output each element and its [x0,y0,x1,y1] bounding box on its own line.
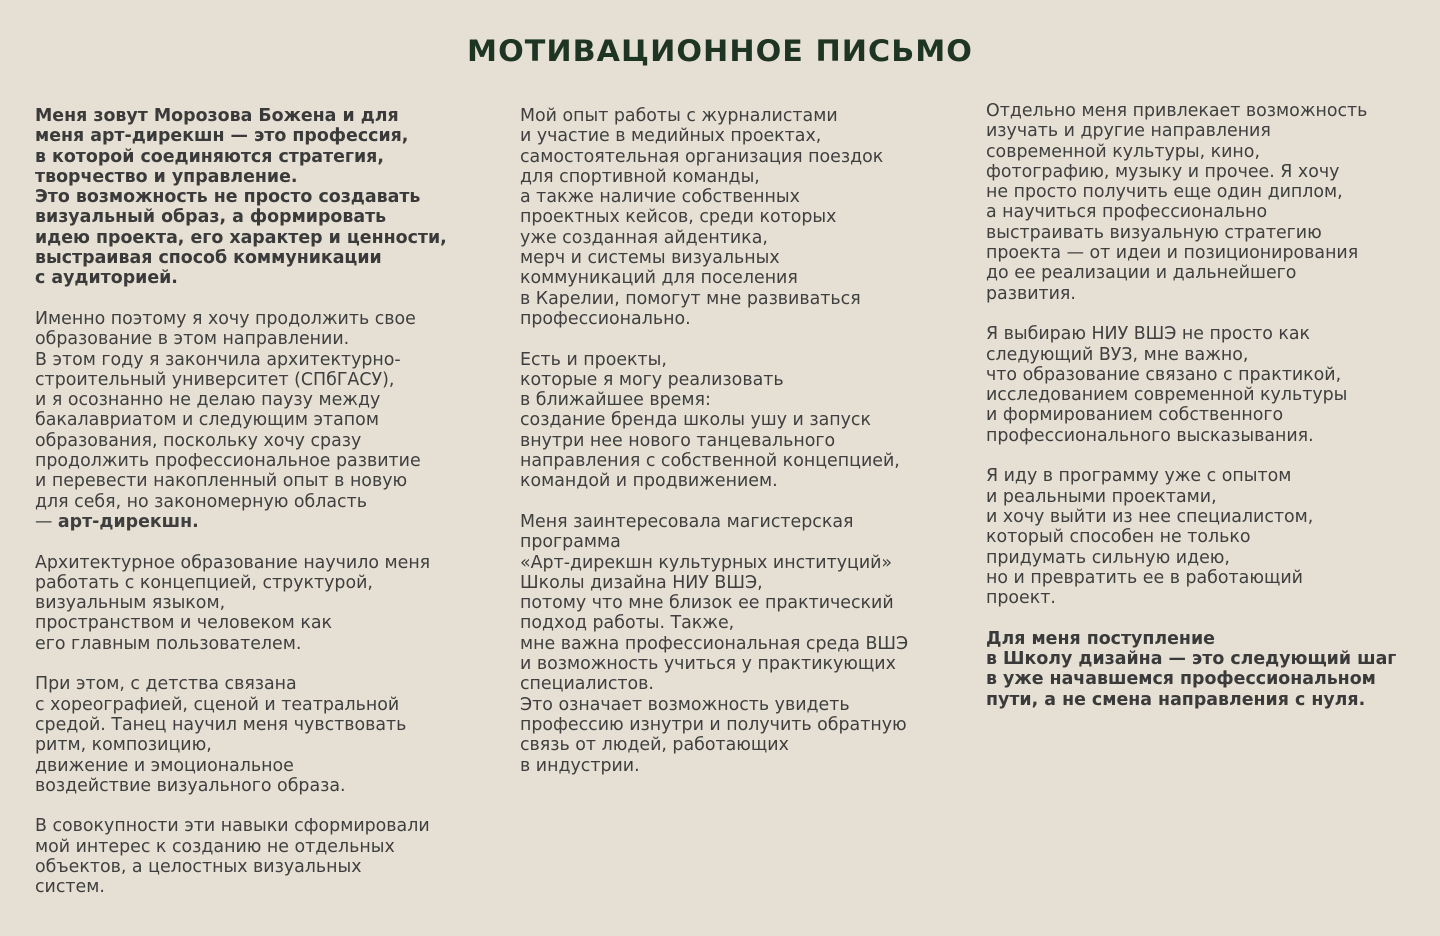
column-middle [520,106,980,796]
intro-paragraph: Меня зовут Морозова Божена и для меня арт-дирекшн — это профессия, в которой соединяются стратегия, творчество и управление. Это возможность не просто создавать визуальный образ, а формировать идею проекта, его характер и ценности, выстраивая способ коммуникации с аудиторией. [35,106,447,289]
education-paragraph [35,309,505,532]
choreography-paragraph: При этом, с детства связана с хореографией, сценой и театральной средой. Танец научил меня чувствовать ритм, композицию, движение и эмоциональное воздействие визуального образа. [35,674,407,796]
projects-paragraph: Есть и проекты, которые я могу реализовать в ближайшее время: создание бренда школы ушу и запуск внутри нее нового танцевального направления с собственной концепцией, командой и продвижением. [520,349,900,492]
conclusion-paragraph: Для меня поступление в Школу дизайна — это следующий шаг в уже начавшемся профессиональном пути, а не смена направления с нуля. [986,628,1397,710]
page-title: МОТИВАЦИОННОЕ ПИСЬМО [467,34,973,68]
experience-paragraph: Мой опыт работы с журналистами и участие в медийных проектах, самостоятельная организация поездок для спортивной команды, а также наличие собственных проектных кейсов, среди которых уже созданная айдентика, мерч и системы визуальных коммуникаций для поселения в Карелии, помогут мне развиваться профессионально. [520,106,884,329]
university-choice-paragraph: Я выбираю НИУ ВШЭ не просто как следующий ВУЗ, мне важно, что образование связано с практикой, исследованием современной культуры и формированием собственного профессионального высказывания. [986,324,1348,446]
interests-paragraph: Отдельно меня привлекает возможность изучать и другие направления современной культуры, кино, фотографию, музыку и прочее. Я хочу не просто получить еще один диплом, а научиться профессионально выстраивать визуальную стратегию проекта — от идеи и позиционирования до ее реализации и дальнейшего развития. [986,101,1368,304]
architecture-paragraph: Архитектурное образование научило меня работать с концепцией, структурой, визуальным языком, пространством и человеком как его главным пользователем. [35,552,431,654]
goals-paragraph: Я иду в программу уже с опытом и реальными проектами, и хочу выйти из нее специалистом, который способен не только придумать сильную идею, но и превратить ее в работающий проект. [986,466,1314,609]
skills-summary-paragraph: В совокупности эти навыки сформировали мой интерес к созданию не отдельных объектов, а целостных визуальных систем. [35,816,430,898]
education-paragraph-highlight: арт-дирекшн. [57,511,199,532]
program-paragraph: Меня заинтересовала магистерская программа «Арт-дирекшн культурных институций» Школы дизайна НИУ ВШЭ, потому что мне близок ее практический подход работы. Также, мне важна профессиональная среда ВШЭ и возможность учиться у практикующих специалистов. Это означает возможность увидеть профессию изнутри и получить обратную связь от людей, работающих в индустрии. [520,511,909,776]
column-right [986,101,1426,730]
column-left [35,106,505,918]
education-paragraph-text: Именно поэтому я хочу продолжить свое образование в этом направлении. В этом году я закончила архитектурно- строительный университет (СПбГАСУ), и я осознанно не делаю паузу между бакалавриатом и следующим этапом образования, поскольку хочу сразу продолжить профессиональное развитие и перевести накопленный опыт в новую для себя, но закономерную область — [35,308,421,532]
